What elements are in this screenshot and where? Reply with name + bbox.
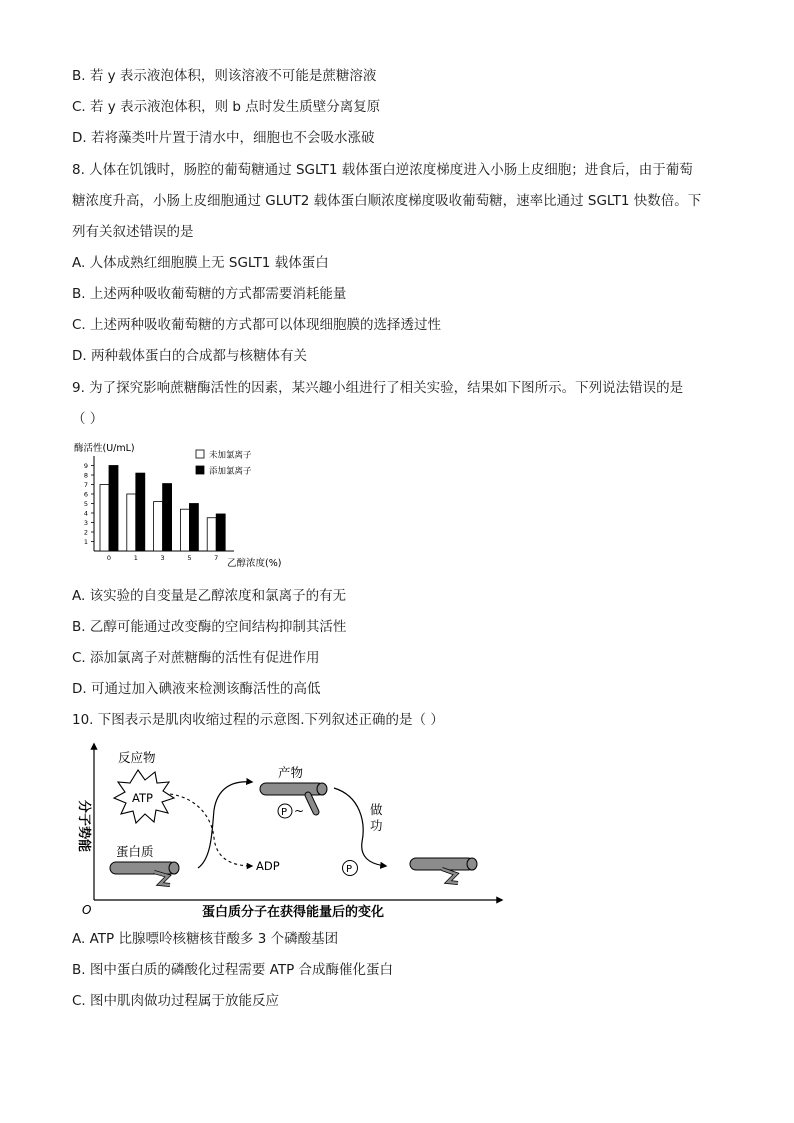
q8-option-d: D. 两种载体蛋白的合成都与核糖体有关 [72,348,307,364]
chart-y-tick-label: 9 [83,462,88,470]
chart-x-ticks [107,554,218,562]
chart-legend-swatch [196,450,204,458]
phosphate-label-released: P [346,864,353,875]
q10-stem: 10. 下图表示是肌肉收缩过程的示意图.下列叙述正确的是（ ） [72,712,444,728]
chart-bar [109,466,118,552]
y-axis-label: 分子势能 [76,800,91,853]
chart-bar [180,509,189,551]
chart-bar [216,514,225,551]
x-axis-label: 蛋白质分子在获得能量后的变化 [202,905,385,920]
q10-option-a: A. ATP 比腺嘌呤核糖核苷酸多 3 个磷酸基团 [72,931,339,947]
chart-x-tick-label: 0 [106,554,112,562]
chart-y-ticks [84,462,94,546]
protein-molecule-final [410,858,477,883]
chart-y-axis-label: 酶活性(U/mL) [74,443,135,454]
q9-option-b: B. 乙醇可能通过改变酶的空间结构抑制其活性 [72,619,347,635]
chart-bar [207,518,216,551]
chart-y-tick-label: 3 [83,519,88,527]
q8-stem-line-1: 8. 人体在饥饿时，肠腔的葡萄糖通过 SGLT1 载体蛋白逆浓度梯度进入小肠上皮细胞；进食后，由于葡萄 [72,162,693,178]
q9-option-c: C. 添加氯离子对蔗糖酶的活性有促进作用 [72,650,320,666]
chart-y-tick-label: 4 [83,509,88,518]
origin-label: O [82,903,92,917]
chart-x-tick-label: 5 [187,554,192,562]
chart-y-tick-label: 5 [83,500,88,508]
work-label-1: 做 [370,802,383,817]
chart-bar [189,504,198,552]
q8-stem-line-3: 列有关叙述错误的是 [72,224,194,240]
q7-option-d: D. 若将藻类叶片置于清水中，细胞也不会吸水涨破 [72,130,375,146]
chart-legend-label: 添加氯离子 [209,466,252,477]
adp-label: ADP [256,859,280,873]
high-energy-bond: ~ [294,804,305,818]
q7-option-c: C. 若 y 表示液泡体积，则 b 点时发生质壁分离复原 [72,99,381,115]
q9-stem-line-1: 9. 为了探究影响蔗糖酶活性的因素，某兴趣小组进行了相关实验，结果如下图所示。下列说法错误的是 [72,380,684,396]
atp-label: ATP [132,791,153,805]
q9-option-a: A. 该实验的自变量是乙醇浓度和氯离子的有无 [72,588,347,604]
chart-bar [100,485,109,552]
chart-legend-swatch [196,466,204,474]
q9-stem-line-2: （ ） [72,411,104,427]
chart-y-tick-label: 2 [83,528,88,537]
atp-to-adp-dashed-arrow [170,794,252,866]
chart-legend-label: 未加氯离子 [209,450,252,461]
q8-option-c: C. 上述两种吸收葡萄糖的方式都可以体现细胞膜的选择透过性 [72,317,442,333]
chart-x-axis-label: 乙醇浓度(%) [227,558,282,569]
chart-bar [163,484,172,551]
phosphate-label-product: P [281,807,288,818]
chart-y-tick-label: 1 [83,538,88,546]
work-label-2: 功 [370,818,383,833]
chart-x-tick-label: 7 [214,554,219,562]
chart-bar [154,502,163,551]
protein-label: 蛋白质 [116,844,154,859]
chart-y-tick-label: 7 [83,481,88,489]
energy-input-arrow [198,782,252,868]
q7-option-b: B. 若 y 表示液泡体积，则该溶液不可能是蔗糖溶液 [72,68,377,84]
chart-x-tick-label: 1 [133,554,138,562]
chart-y-tick-label: 8 [83,471,88,480]
q8-stem-line-2: 糖浓度升高，小肠上皮细胞通过 GLUT2 载体蛋白顺浓度梯度吸收葡萄糖，速率比通过 SGLT1 快数倍。下 [72,193,702,209]
q8-option-b: B. 上述两种吸收葡萄糖的方式都需要消耗能量 [72,286,347,302]
protein-molecule [110,862,179,885]
chart-x-tick-label: 3 [160,554,165,562]
q10-option-c: C. 图中肌肉做功过程属于放能反应 [72,993,280,1009]
product-label: 产物 [278,765,304,780]
chart-bars [100,466,225,552]
muscle-contraction-diagram [70,738,520,923]
chart-y-tick-label: 6 [83,490,88,499]
q9-option-d: D. 可通过加入碘液来检测该酶活性的高低 [72,681,321,697]
chart-bar [136,473,145,551]
enzyme-activity-chart [70,438,300,570]
reactant-label: 反应物 [118,750,156,765]
q8-option-a: A. 人体成熟红细胞膜上无 SGLT1 载体蛋白 [72,255,329,271]
chart-bar [127,494,136,551]
chart-legend [196,450,252,477]
q10-option-b: B. 图中蛋白质的磷酸化过程需要 ATP 合成酶催化蛋白 [72,962,394,978]
